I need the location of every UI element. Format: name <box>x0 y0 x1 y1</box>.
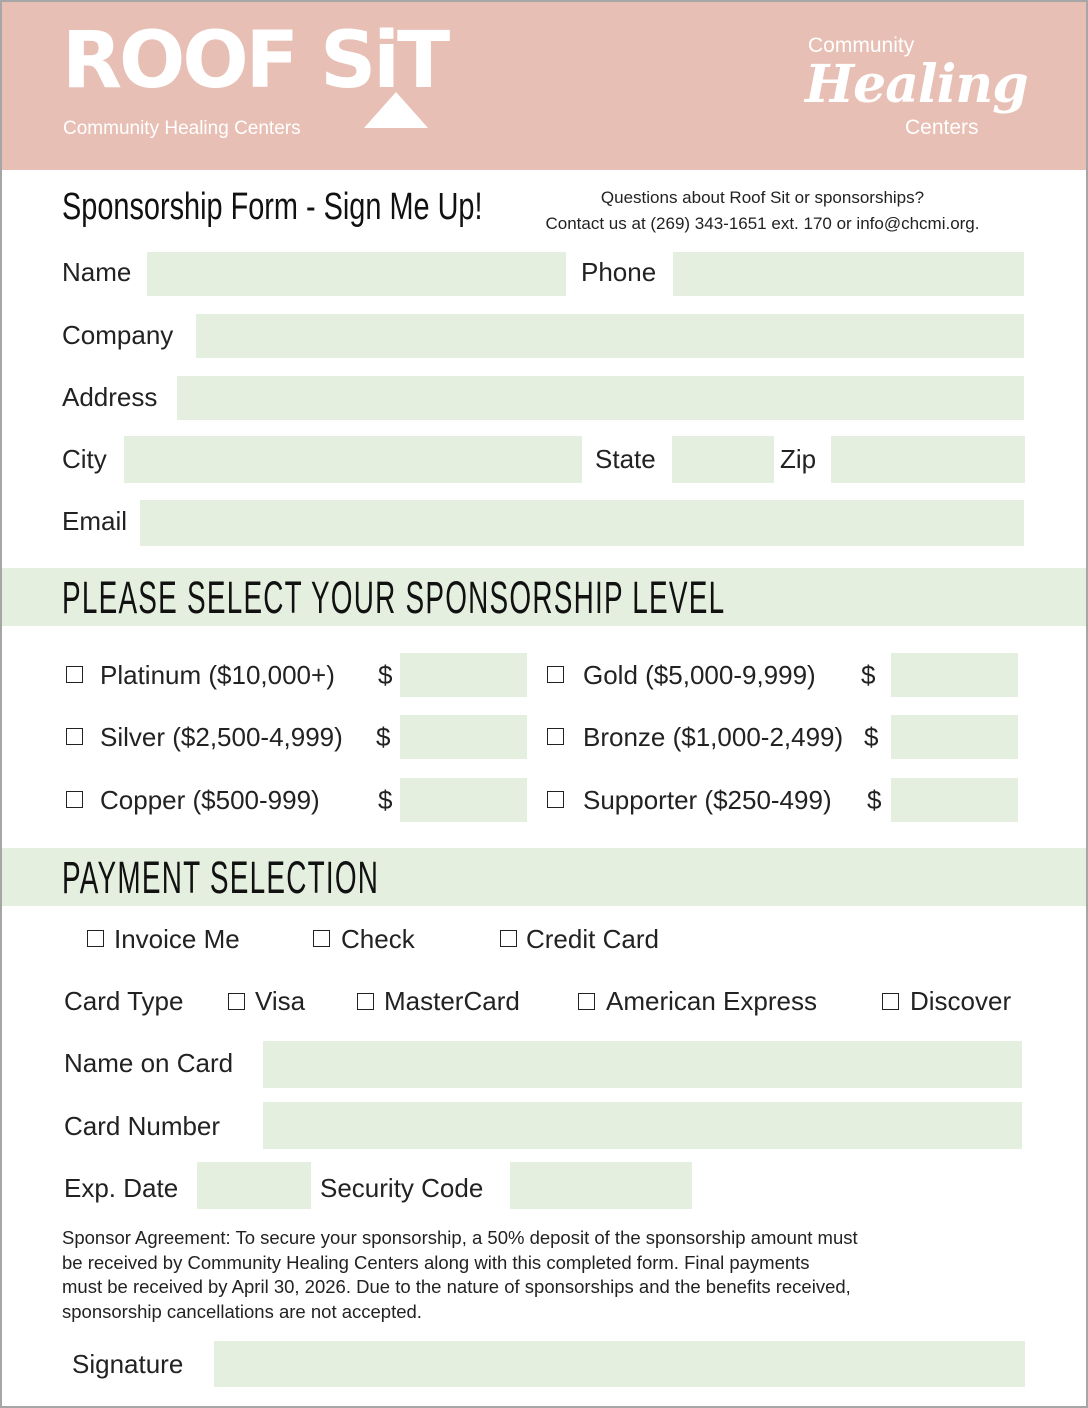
visa-checkbox[interactable] <box>228 993 245 1010</box>
american-express-label: American Express <box>606 986 817 1016</box>
visa-label: Visa <box>255 986 306 1016</box>
phone-label: Phone <box>581 257 657 287</box>
logo-subtitle: Community Healing Centers <box>63 118 301 139</box>
sponsorship-heading: PLEASE SELECT YOUR SPONSORSHIP LEVEL <box>62 572 726 623</box>
credit-card-label: Credit Card <box>526 924 659 954</box>
signature-label: Signature <box>72 1349 184 1379</box>
gold-checkbox[interactable] <box>547 666 564 683</box>
credit-card-checkbox[interactable] <box>500 930 517 947</box>
gold-dollar: $ <box>861 660 876 690</box>
brand-centers: Centers <box>905 116 979 139</box>
gold-label: Gold ($5,000-9,999) <box>583 660 816 690</box>
state-field[interactable] <box>672 436 774 483</box>
roof-triangle-icon <box>364 92 428 128</box>
name-on-card-label: Name on Card <box>64 1048 234 1078</box>
discover-checkbox[interactable] <box>882 993 899 1010</box>
zip-field[interactable] <box>831 436 1025 483</box>
security-code-field[interactable] <box>510 1162 692 1209</box>
name-label: Name <box>62 257 132 287</box>
platinum-amount-field[interactable] <box>400 653 527 697</box>
zip-label: Zip <box>780 444 817 474</box>
contact-line-2: Contact us at (269) 343-1651 ext. 170 or info@chcmi.org. <box>545 214 980 233</box>
city-label: City <box>62 444 107 474</box>
security-code-label: Security Code <box>320 1173 484 1203</box>
name-field[interactable] <box>147 252 566 296</box>
invoice-me-label: Invoice Me <box>114 924 240 954</box>
gold-amount-field[interactable] <box>891 653 1018 697</box>
supporter-amount-field[interactable] <box>891 778 1018 822</box>
bronze-amount-field[interactable] <box>891 715 1018 759</box>
email-label: Email <box>62 506 128 536</box>
brand-healing: Healing <box>805 54 1028 115</box>
brand-community: Community <box>808 34 915 57</box>
copper-label: Copper ($500-999) <box>100 785 320 815</box>
state-label: State <box>595 444 656 474</box>
mastercard-checkbox[interactable] <box>357 993 374 1010</box>
address-field[interactable] <box>177 376 1024 420</box>
name-on-card-field[interactable] <box>263 1041 1022 1088</box>
agreement-line-1: Sponsor Agreement: To secure your sponsorship, a 50% deposit of the sponsorship amount must <box>62 1227 858 1248</box>
sponsor-agreement <box>62 1226 1022 1324</box>
email-field[interactable] <box>140 500 1024 546</box>
form-title: Sponsorship Form - Sign Me Up! <box>62 186 483 228</box>
copper-checkbox[interactable] <box>66 791 83 808</box>
payment-heading: PAYMENT SELECTION <box>62 852 380 903</box>
supporter-label: Supporter ($250-499) <box>583 785 832 815</box>
check-checkbox[interactable] <box>313 930 330 947</box>
invoice-me-checkbox[interactable] <box>87 930 104 947</box>
american-express-checkbox[interactable] <box>578 993 595 1010</box>
card-number-field[interactable] <box>263 1102 1022 1149</box>
supporter-checkbox[interactable] <box>547 791 564 808</box>
city-field[interactable] <box>124 436 582 483</box>
company-field[interactable] <box>196 314 1024 358</box>
platinum-checkbox[interactable] <box>66 666 83 683</box>
copper-amount-field[interactable] <box>400 778 527 822</box>
signature-field[interactable] <box>214 1341 1025 1387</box>
silver-dollar: $ <box>376 722 391 752</box>
exp-date-field[interactable] <box>197 1162 311 1209</box>
silver-label: Silver ($2,500-4,999) <box>100 722 343 752</box>
bronze-label: Bronze ($1,000-2,499) <box>583 722 844 752</box>
company-label: Company <box>62 320 174 350</box>
contact-line-1: Questions about Roof Sit or sponsorships? <box>600 188 925 207</box>
platinum-label: Platinum ($10,000+) <box>100 660 335 690</box>
contact-info <box>495 185 1030 237</box>
card-number-label: Card Number <box>64 1111 221 1141</box>
bronze-dollar: $ <box>864 722 879 752</box>
discover-label: Discover <box>910 986 1012 1016</box>
card-type-label: Card Type <box>64 986 184 1016</box>
exp-date-label: Exp. Date <box>64 1173 179 1203</box>
silver-amount-field[interactable] <box>400 715 527 759</box>
address-label: Address <box>62 382 158 412</box>
agreement-line-2: be received by Community Healing Centers along with this completed form. Final payments <box>62 1251 810 1273</box>
check-label: Check <box>341 924 415 954</box>
bronze-checkbox[interactable] <box>547 728 564 745</box>
mastercard-label: MasterCard <box>384 986 520 1016</box>
roof-sit-logo: ROOF SiT <box>62 16 448 106</box>
agreement-line-4: sponsorship cancellations are not accepted. <box>62 1300 422 1322</box>
supporter-dollar: $ <box>867 785 882 815</box>
agreement-line-3: must be received by April 30, 2026. Due to the nature of sponsorships and the benefits received, <box>62 1276 851 1297</box>
silver-checkbox[interactable] <box>66 728 83 745</box>
phone-field[interactable] <box>673 252 1024 296</box>
platinum-dollar: $ <box>378 660 393 690</box>
copper-dollar: $ <box>378 785 393 815</box>
